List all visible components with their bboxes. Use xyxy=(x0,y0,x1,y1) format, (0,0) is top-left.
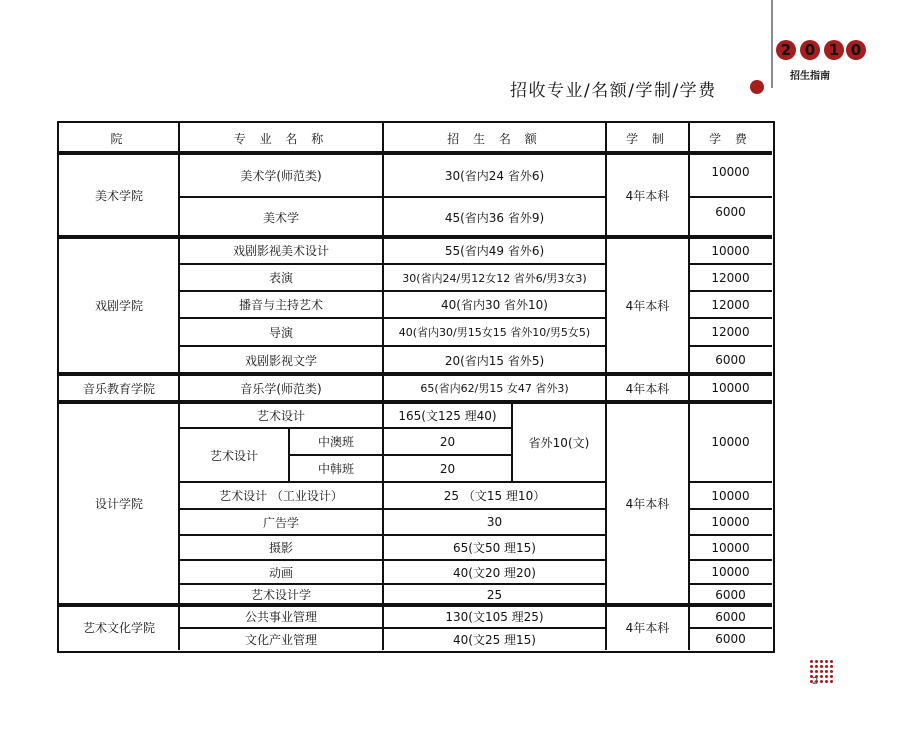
grid-line xyxy=(605,123,607,650)
major-cell: 艺术设计 xyxy=(256,408,305,423)
grid-line xyxy=(689,627,772,629)
major-cell: 文化产业管理 xyxy=(244,632,317,647)
quota-cell: 55(省内49 省外6) xyxy=(444,244,545,258)
major-cell: 表演 xyxy=(268,271,293,285)
grid-line xyxy=(689,196,772,198)
admissions-table xyxy=(57,121,775,653)
grid-line xyxy=(179,317,606,319)
grid-line xyxy=(179,481,606,483)
sub-major-cell: 中澳班 xyxy=(317,435,354,449)
major-cell: 广告学 xyxy=(262,515,299,530)
grid-line xyxy=(511,402,513,482)
quota-cell: 20 xyxy=(439,434,456,449)
quota-cell: 40(文20 理20) xyxy=(453,565,536,580)
major-cell: 动画 xyxy=(268,565,293,580)
fee-cell: 12000 xyxy=(711,270,750,285)
grid-line xyxy=(689,534,772,536)
title-bullet-icon xyxy=(750,80,764,94)
quota-cell: 20 xyxy=(439,461,456,476)
major-cell: 戏剧影视美术设计 xyxy=(232,244,329,258)
major-cell: 音乐学(师范类) xyxy=(240,381,322,396)
major-cell: 戏剧影视文学 xyxy=(244,353,317,368)
header-fee: 学 费 xyxy=(709,131,752,146)
major-cell: 美术学 xyxy=(262,210,299,225)
college-arts-culture: 艺术文化学院 xyxy=(82,621,155,635)
college-fine-arts: 美术学院 xyxy=(94,188,143,203)
major-cell: 艺术设计学 xyxy=(250,588,311,602)
header-quota: 招 生 名 额 xyxy=(447,131,542,146)
quota-cell: 30(省内24/男12女12 省外6/男3女3) xyxy=(402,271,587,285)
quota-cell: 65(省内62/男15 女47 省外3) xyxy=(420,382,569,395)
duration-cell: 4年本科 xyxy=(625,381,670,396)
quota-cell: 45(省内36 省外9) xyxy=(444,210,545,225)
fee-cell: 10000 xyxy=(711,165,750,179)
year-digit: 0 xyxy=(850,40,862,59)
year-digit: 2 xyxy=(780,40,792,59)
quota-cell: 25 xyxy=(486,587,503,602)
grid-line xyxy=(179,583,606,585)
college-design: 设计学院 xyxy=(94,497,143,511)
grid-line xyxy=(689,317,772,319)
grid-line xyxy=(382,123,384,650)
grid-line xyxy=(179,290,606,292)
fee-cell: 10000 xyxy=(711,565,750,579)
fee-cell: 10000 xyxy=(711,515,750,529)
fee-cell: 10000 xyxy=(711,435,750,449)
quota-cell: 40(省内30/男15女15 省外10/男5女5) xyxy=(398,326,591,339)
fee-cell: 10000 xyxy=(711,381,750,395)
grid-line xyxy=(179,196,606,198)
header-major: 专 业 名 称 xyxy=(233,131,329,146)
fee-cell: 6000 xyxy=(715,205,746,219)
page-number: 2 xyxy=(812,676,819,687)
quota-cell: 130(文105 理25) xyxy=(445,610,544,624)
header-college: 院 xyxy=(110,131,128,146)
year-badge xyxy=(776,40,896,70)
quota-cell: 40(文25 理15) xyxy=(453,632,536,647)
page-title: 招收专业/名额/学制/学费 xyxy=(510,81,717,101)
quota-cell: 165(文125 理40) xyxy=(398,408,497,423)
college-drama: 戏剧学院 xyxy=(94,299,143,313)
quota-cell: 25 （文15 理10） xyxy=(443,489,546,503)
college-music-education: 音乐教育学院 xyxy=(82,381,155,396)
grid-line xyxy=(179,263,606,265)
grid-line xyxy=(59,151,772,155)
quota-cell: 30 xyxy=(486,515,503,529)
grid-line xyxy=(688,123,690,650)
fee-cell: 12000 xyxy=(711,325,750,339)
major-cell: 艺术设计 （工业设计） xyxy=(219,489,343,503)
grid-line xyxy=(178,123,180,650)
year-digit: 1 xyxy=(828,40,840,59)
fee-cell: 10000 xyxy=(711,488,750,503)
grid-line xyxy=(689,559,772,561)
duration-cell: 4年本科 xyxy=(625,188,670,203)
grid-line xyxy=(179,627,606,629)
year-digit-dot xyxy=(846,40,866,60)
header-divider-line xyxy=(771,0,773,88)
grid-line xyxy=(179,559,606,561)
duration-cell: 4年本科 xyxy=(625,497,670,511)
fee-cell: 10000 xyxy=(711,243,750,258)
grid-line xyxy=(179,427,512,429)
fee-cell: 10000 xyxy=(711,540,750,555)
grid-line xyxy=(59,372,772,376)
fee-cell: 6000 xyxy=(715,632,746,646)
fee-cell: 12000 xyxy=(711,297,750,312)
header-duration: 学 制 xyxy=(626,131,669,146)
outside-quota-cell: 省外10(文) xyxy=(528,435,590,450)
duration-cell: 4年本科 xyxy=(625,299,670,313)
grid-line xyxy=(689,290,772,292)
year-digit-dot xyxy=(824,40,844,60)
fee-cell: 6000 xyxy=(715,587,746,602)
year-digit-dot xyxy=(800,40,820,60)
major-cell: 摄影 xyxy=(268,541,293,555)
major-cell: 导演 xyxy=(268,325,293,340)
grid-line xyxy=(59,603,772,607)
fee-cell: 6000 xyxy=(715,609,746,624)
fee-cell: 6000 xyxy=(715,353,746,367)
sub-major-cell: 中韩班 xyxy=(317,462,354,476)
grid-line xyxy=(179,508,606,510)
quota-cell: 20(省内15 省外5) xyxy=(444,353,545,368)
grid-line xyxy=(689,263,772,265)
grid-line xyxy=(689,345,772,347)
quota-cell: 40(省内30 省外10) xyxy=(441,298,548,312)
grid-line xyxy=(689,508,772,510)
grid-line xyxy=(689,583,772,585)
duration-cell: 4年本科 xyxy=(625,621,670,635)
year-digit: 0 xyxy=(804,40,816,59)
grid-line xyxy=(59,400,772,404)
quota-cell: 65(文50 理15) xyxy=(453,541,536,555)
grid-line xyxy=(289,454,512,456)
grid-line xyxy=(179,345,606,347)
grid-line xyxy=(689,481,772,483)
major-group-cell: 艺术设计 xyxy=(209,448,258,463)
major-cell: 美术学(师范类) xyxy=(240,168,322,183)
grid-line xyxy=(179,534,606,536)
year-digit-dot xyxy=(776,40,796,60)
grid-line xyxy=(59,235,772,239)
guide-label: 招生指南 xyxy=(790,71,830,82)
quota-cell: 30(省内24 省外6) xyxy=(444,168,545,183)
major-cell: 公共事业管理 xyxy=(244,610,317,624)
major-cell: 播音与主持艺术 xyxy=(238,298,323,312)
